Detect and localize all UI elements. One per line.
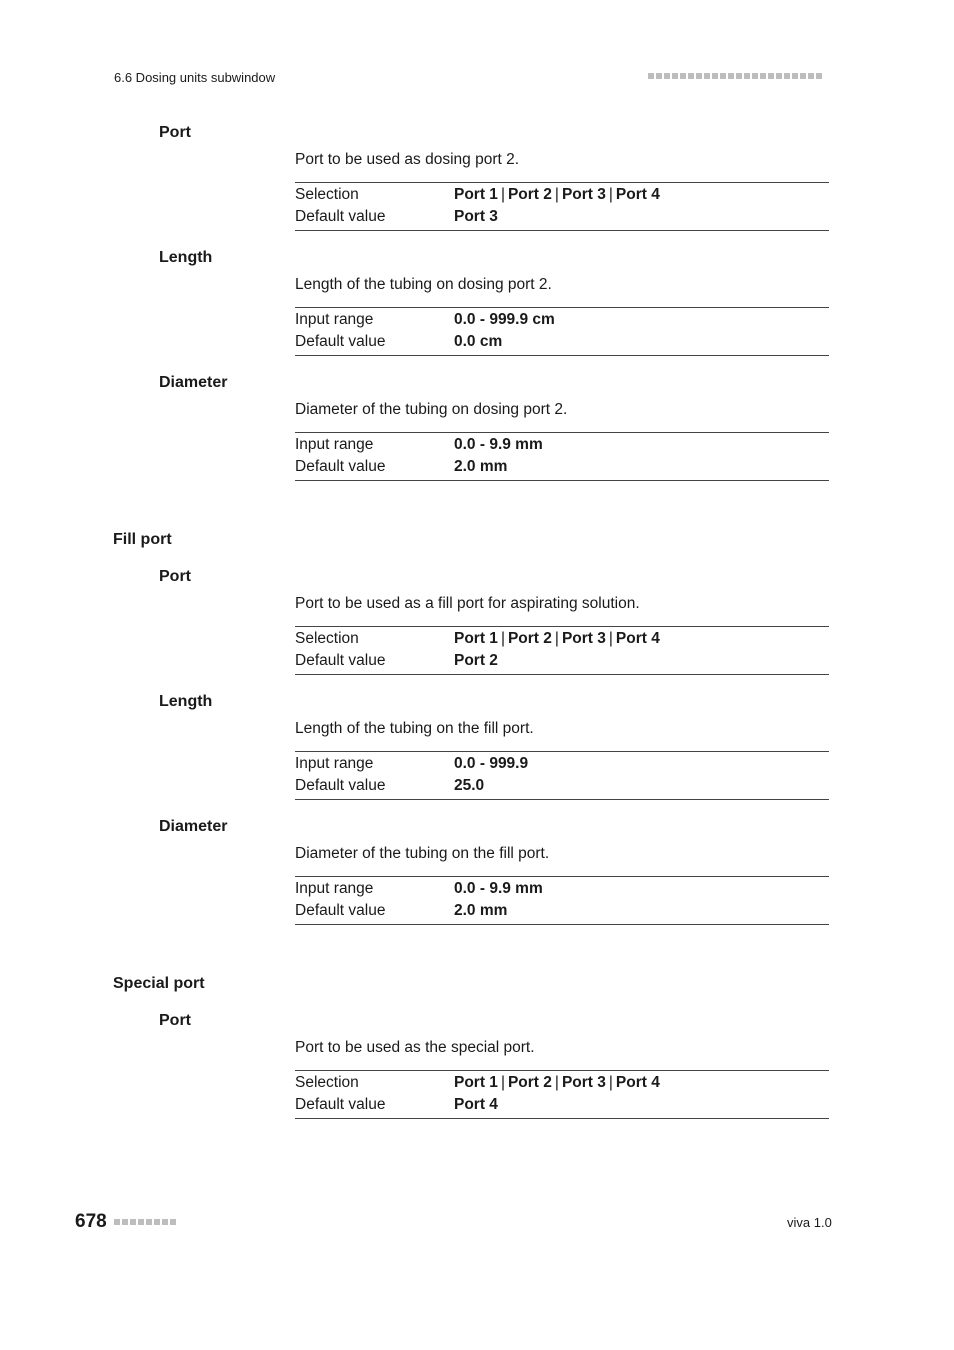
field-title-port: Port [159, 124, 191, 141]
decoration-square [720, 73, 726, 79]
field-title-length: Length [159, 693, 213, 710]
row-value: 25.0 [454, 777, 485, 794]
option-separator: | [608, 1074, 613, 1091]
field-title-length: Length [159, 249, 213, 266]
row-value: 2.0 mm [454, 902, 508, 919]
row-options [454, 630, 660, 648]
table-row [295, 775, 829, 797]
table-row [295, 1094, 829, 1116]
row-label: Input range [295, 311, 374, 328]
parameter-table [295, 626, 829, 675]
table-row [295, 456, 829, 478]
option-value: Port 4 [615, 186, 660, 203]
field-description: Port to be used as the special port. [295, 1039, 535, 1056]
decoration-square [792, 73, 798, 79]
option-value: Port 3 [561, 1074, 606, 1091]
table-row [295, 753, 829, 775]
field-description: Length of the tubing on the fill port. [295, 720, 534, 737]
table-row [295, 900, 829, 922]
option-separator: | [608, 630, 613, 647]
option-value: Port 1 [454, 1074, 498, 1091]
decoration-square [656, 73, 662, 79]
row-value: Port 3 [454, 208, 498, 225]
row-label: Input range [295, 755, 374, 772]
field-description: Diameter of the tubing on dosing port 2. [295, 401, 568, 418]
decoration-square [138, 1219, 144, 1225]
option-separator: | [500, 186, 505, 203]
option-value: Port 2 [507, 186, 552, 203]
decoration-square [130, 1219, 136, 1225]
option-separator: | [500, 1074, 505, 1091]
table-row [295, 434, 829, 456]
running-header-section: 6.6 Dosing units subwindow [114, 70, 276, 85]
decoration-square [688, 73, 694, 79]
row-value: 0.0 - 9.9 mm [454, 436, 543, 453]
option-separator: | [554, 1074, 559, 1091]
table-row [295, 1072, 829, 1094]
field-description: Port to be used as dosing port 2. [295, 151, 520, 168]
table-row [295, 878, 829, 900]
product-version: viva 1.0 [787, 1215, 832, 1230]
decoration-square [122, 1219, 128, 1225]
row-value: 0.0 cm [454, 333, 503, 350]
decoration-square [170, 1219, 176, 1225]
parameter-table [295, 751, 829, 800]
decoration-square [680, 73, 686, 79]
table-row [295, 628, 829, 650]
row-label: Selection [295, 186, 359, 203]
decoration-square [744, 73, 750, 79]
decoration-square [768, 73, 774, 79]
field-title-port: Port [159, 1012, 191, 1029]
row-label: Default value [295, 902, 386, 919]
decoration-square [146, 1219, 152, 1225]
option-separator: | [500, 630, 505, 647]
row-label: Default value [295, 458, 386, 475]
row-options [454, 186, 660, 204]
option-value: Port 3 [561, 630, 606, 647]
row-label: Default value [295, 1096, 386, 1113]
row-value: Port 4 [454, 1096, 498, 1113]
row-label: Default value [295, 652, 386, 669]
row-label: Selection [295, 1074, 359, 1091]
decoration-square [114, 1219, 120, 1225]
row-value: 0.0 - 999.9 [454, 755, 529, 772]
header-decoration-dots [648, 73, 822, 79]
decoration-square [728, 73, 734, 79]
footer-decoration-dots [114, 1219, 176, 1225]
decoration-square [648, 73, 654, 79]
decoration-square [704, 73, 710, 79]
table-row [295, 650, 829, 672]
decoration-square [664, 73, 670, 79]
option-value: Port 2 [507, 1074, 552, 1091]
option-value: Port 3 [561, 186, 606, 203]
option-value: Port 1 [454, 186, 498, 203]
option-separator: | [608, 186, 613, 203]
parameter-table [295, 307, 829, 356]
decoration-square [736, 73, 742, 79]
row-label: Default value [295, 208, 386, 225]
decoration-square [760, 73, 766, 79]
field-description: Length of the tubing on dosing port 2. [295, 276, 552, 293]
decoration-square [696, 73, 702, 79]
decoration-square [808, 73, 814, 79]
table-row [295, 309, 829, 331]
decoration-square [816, 73, 822, 79]
parameter-table [295, 182, 829, 231]
decoration-square [712, 73, 718, 79]
option-value: Port 2 [507, 630, 552, 647]
table-row [295, 184, 829, 206]
option-value: Port 4 [615, 630, 660, 647]
row-label: Input range [295, 880, 374, 897]
option-separator: | [554, 630, 559, 647]
field-title-diameter: Diameter [159, 818, 228, 835]
table-row [295, 331, 829, 353]
field-title-port: Port [159, 568, 191, 585]
row-label: Input range [295, 436, 374, 453]
field-title-diameter: Diameter [159, 374, 228, 391]
decoration-square [672, 73, 678, 79]
row-label: Selection [295, 630, 359, 647]
row-label: Default value [295, 777, 386, 794]
decoration-square [784, 73, 790, 79]
decoration-square [776, 73, 782, 79]
row-value: 0.0 - 999.9 cm [454, 311, 555, 328]
parameter-table [295, 1070, 829, 1119]
field-description: Diameter of the tubing on the fill port. [295, 845, 550, 862]
row-value: 0.0 - 9.9 mm [454, 880, 543, 897]
row-value: Port 2 [454, 652, 498, 669]
decoration-square [154, 1219, 160, 1225]
decoration-square [752, 73, 758, 79]
row-value: 2.0 mm [454, 458, 508, 475]
option-value: Port 1 [454, 630, 498, 647]
section-title-special-port: Special port [113, 975, 205, 992]
decoration-square [800, 73, 806, 79]
field-description: Port to be used as a fill port for aspirating solution. [295, 595, 640, 612]
option-separator: | [554, 186, 559, 203]
parameter-table [295, 876, 829, 925]
row-options [454, 1074, 660, 1092]
row-label: Default value [295, 333, 386, 350]
parameter-table [295, 432, 829, 481]
table-row [295, 206, 829, 228]
option-value: Port 4 [615, 1074, 660, 1091]
section-title-fill-port: Fill port [113, 531, 172, 548]
page-number: 678 [75, 1211, 107, 1232]
decoration-square [162, 1219, 168, 1225]
